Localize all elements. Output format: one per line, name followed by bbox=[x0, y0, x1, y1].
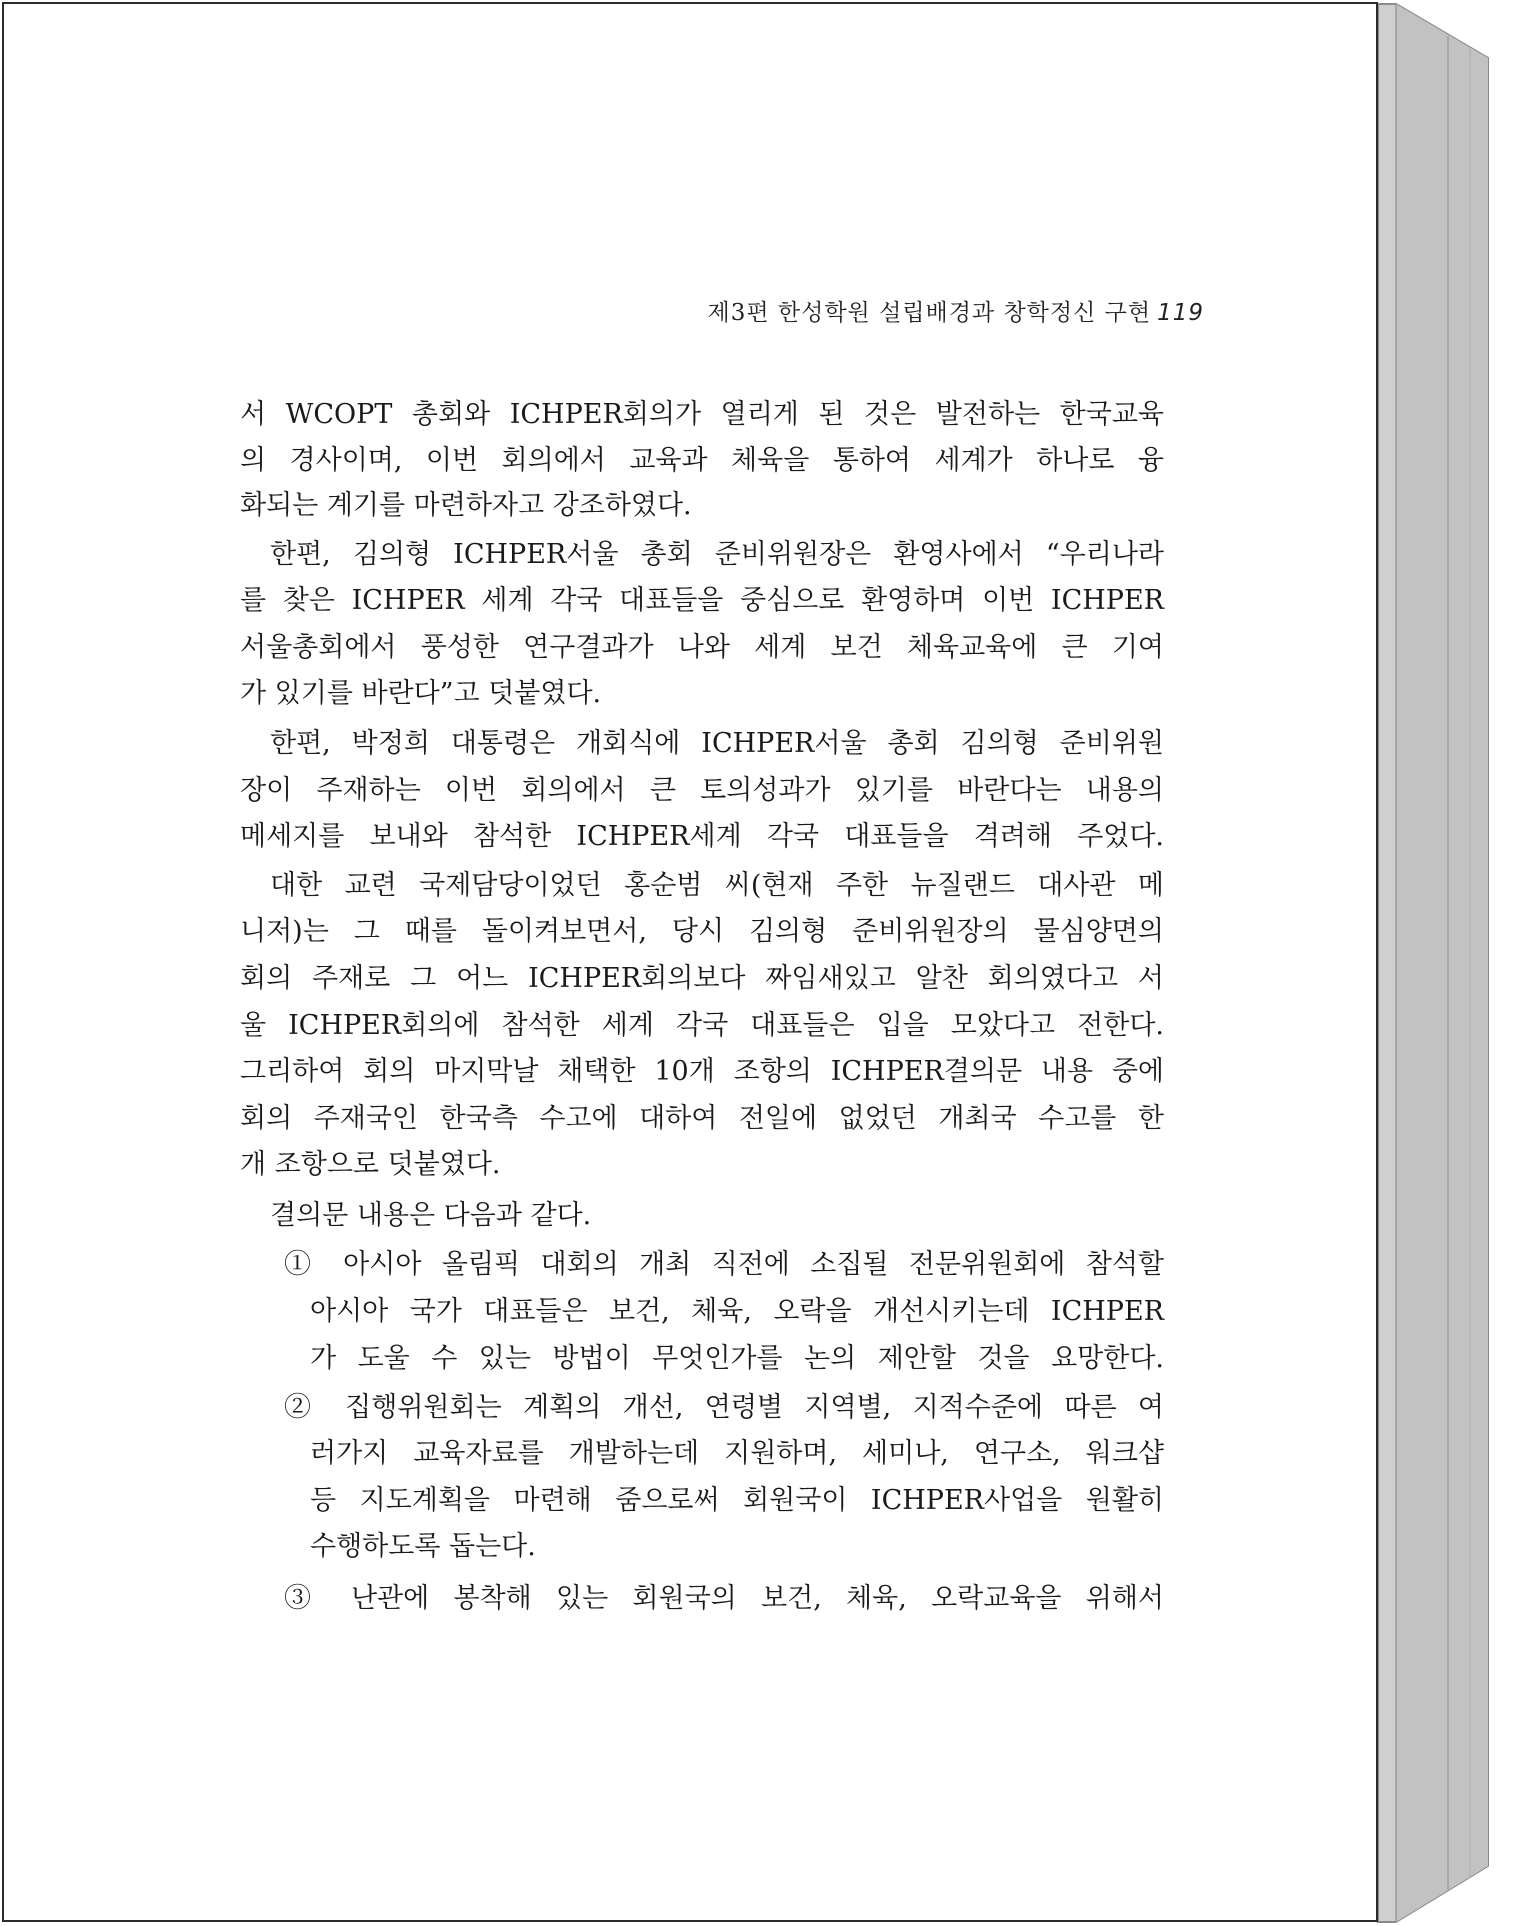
text-line: 한편, 김의형 ICHPER서울 총회 준비위원장은 환영사에서 “우리나라 bbox=[270, 539, 1164, 570]
resolution-item-2: ② 집행위원회는 계획의 개선, 연령별 지역별, 지적수준에 따른 여 bbox=[284, 1392, 1164, 1423]
text-line: 의 경사이며, 이번 회의에서 교육과 체육을 통하여 세계가 하나로 융 bbox=[240, 445, 1164, 476]
text-line: 아시아 국가 대표들은 보건, 체육, 오락을 개선시키는데 ICHPER bbox=[310, 1296, 1164, 1327]
text-line: 를 찾은 ICHPER 세계 각국 대표들을 중심으로 환영하며 이번 ICHPER bbox=[240, 585, 1164, 616]
text-line: 수행하도록 돕는다. bbox=[310, 1531, 536, 1562]
running-header bbox=[708, 294, 1205, 327]
text-line: 그리하여 회의 마지막날 채택한 10개 조항의 ICHPER결의문 내용 중에 bbox=[240, 1056, 1164, 1087]
text-line: 화되는 계기를 마련하자고 강조하였다. bbox=[240, 490, 692, 521]
resolution-item-1: ① 아시아 올림픽 대회의 개최 직전에 소집될 전문위원회에 참석할 bbox=[284, 1249, 1164, 1280]
text-line: 서 WCOPT 총회와 ICHPER회의가 열리게 된 것은 발전하는 한국교육 bbox=[240, 399, 1164, 430]
text-line: 결의문 내용은 다음과 같다. bbox=[270, 1200, 592, 1231]
text-line: 한편, 박정희 대통령은 개회식에 ICHPER서울 총회 김의형 준비위원 bbox=[270, 728, 1164, 759]
text-line: 등 지도계획을 마련해 줌으로써 회원국이 ICHPER사업을 원활히 bbox=[310, 1485, 1164, 1516]
running-header-title: 제3편 한성학원 설립배경과 창학정신 구현 bbox=[707, 300, 1152, 326]
text-line: 니저)는 그 때를 돌이켜보면서, 당시 김의형 준비위원장의 물심양면의 bbox=[240, 916, 1164, 947]
text-line: 장이 주재하는 이번 회의에서 큰 토의성과가 있기를 바란다는 내용의 bbox=[240, 775, 1164, 806]
resolution-item-3: ③ 난관에 봉착해 있는 회원국의 보건, 체육, 오락교육을 위해서 bbox=[284, 1583, 1164, 1614]
text-line: 가 도울 수 있는 방법이 무엇인가를 논의 제안할 것을 요망한다. bbox=[310, 1343, 1164, 1374]
text-line: 가 있기를 바란다”고 덧붙였다. bbox=[240, 678, 602, 709]
text-line: 러가지 교육자료를 개발하는데 지원하며, 세미나, 연구소, 워크샵 bbox=[310, 1438, 1164, 1469]
text-line: 회의 주재국인 한국측 수고에 대하여 전일에 없었던 개최국 수고를 한 bbox=[240, 1103, 1164, 1134]
text-line: 회의 주재로 그 어느 ICHPER회의보다 짜임새있고 알찬 회의였다고 서 bbox=[240, 963, 1164, 994]
text-line: 서울총회에서 풍성한 연구결과가 나와 세계 보건 체육교육에 큰 기여 bbox=[240, 632, 1164, 663]
text-line: 메세지를 보내와 참석한 ICHPER세계 각국 대표들을 격려해 주었다. bbox=[240, 821, 1164, 852]
text-line: 개 조항으로 덧붙였다. bbox=[240, 1149, 501, 1180]
text-line: 울 ICHPER회의에 참석한 세계 각국 대표들은 입을 모았다고 전한다. bbox=[240, 1010, 1164, 1041]
page-number: 119 bbox=[1157, 300, 1204, 326]
text-line: 대한 교련 국제담당이었던 홍순범 씨(현재 주한 뉴질랜드 대사관 메 bbox=[270, 870, 1164, 901]
